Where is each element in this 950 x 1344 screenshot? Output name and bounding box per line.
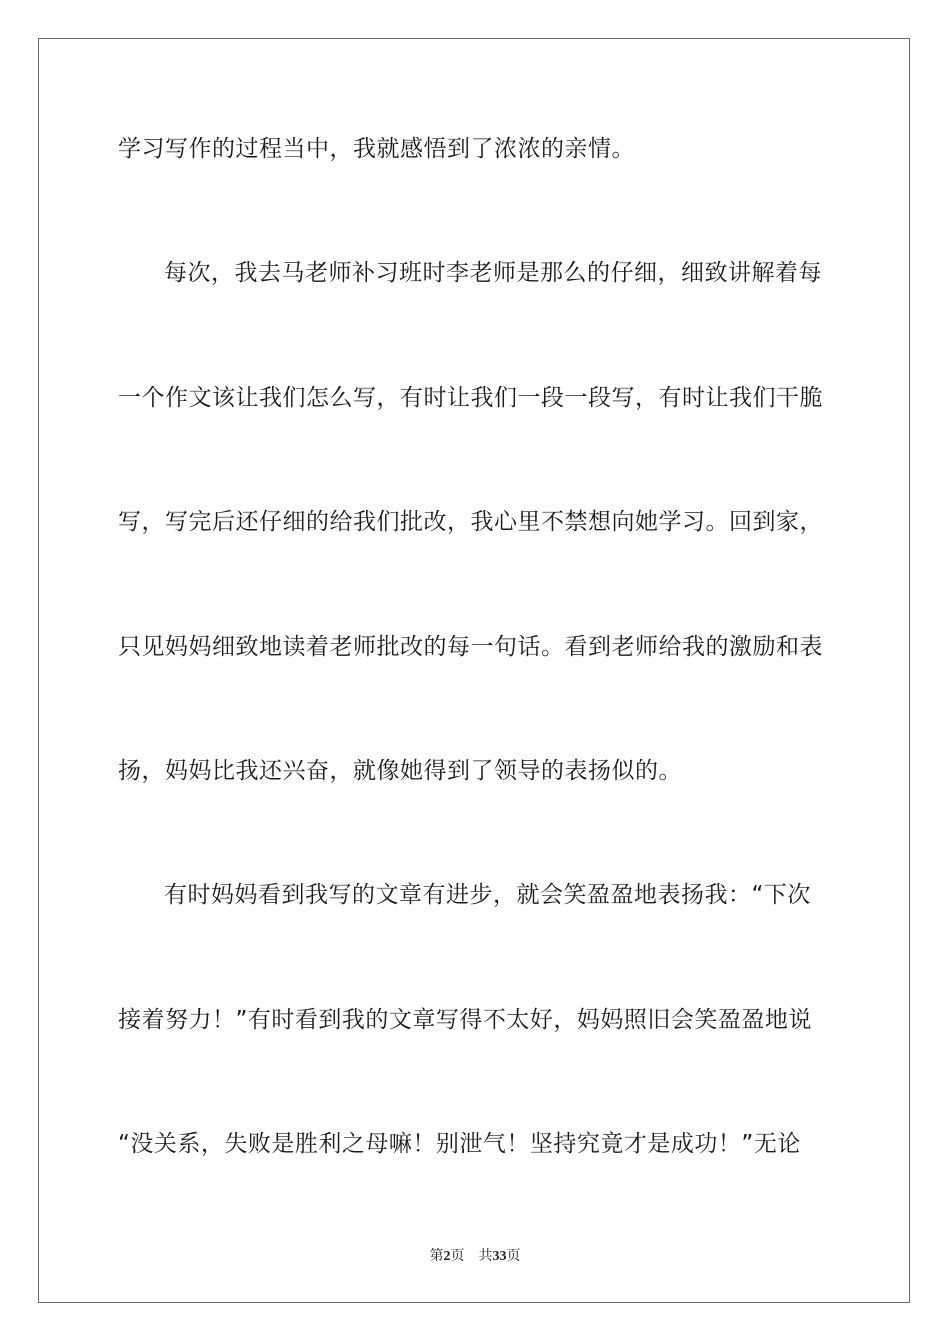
total-label-suffix: 页	[506, 1248, 521, 1264]
text-line-8: 接着努力！”有时看到我的文章写得不太好，妈妈照旧会笑盈盈地说	[118, 1007, 812, 1033]
text-line-6: 扬，妈妈比我还兴奋，就像她得到了领导的表扬似的。	[118, 758, 682, 784]
total-pages: 33	[492, 1249, 507, 1264]
text-line-2: 每次，我去马老师补习班时李老师是那么的仔细，细致讲解着每	[164, 260, 822, 286]
page-footer	[0, 1247, 950, 1266]
page-label-prefix: 第	[429, 1248, 444, 1264]
page-label-suffix: 页	[450, 1248, 465, 1264]
text-line-7: 有时妈妈看到我写的文章有进步，就会笑盈盈地表扬我：“下次	[164, 882, 811, 908]
text-line-4: 写，写完后还仔细的给我们批改，我心里不禁想向她学习。回到家，	[118, 509, 823, 535]
page-border	[38, 38, 910, 1303]
page-number: 2	[443, 1249, 451, 1264]
text-line-3: 一个作文该让我们怎么写，有时让我们一段一段写，有时让我们干脆	[118, 385, 823, 411]
text-line-5: 只见妈妈细致地读着老师批改的每一句话。看到老师给我的激励和表	[118, 634, 823, 660]
text-line-1: 学习写作的过程当中，我就感悟到了浓浓的亲情。	[118, 136, 635, 162]
total-label-prefix: 共	[478, 1248, 493, 1264]
text-line-9: “没关系，失败是胜利之母嘛！别泄气！坚持究竟才是成功！”无论	[118, 1131, 801, 1157]
